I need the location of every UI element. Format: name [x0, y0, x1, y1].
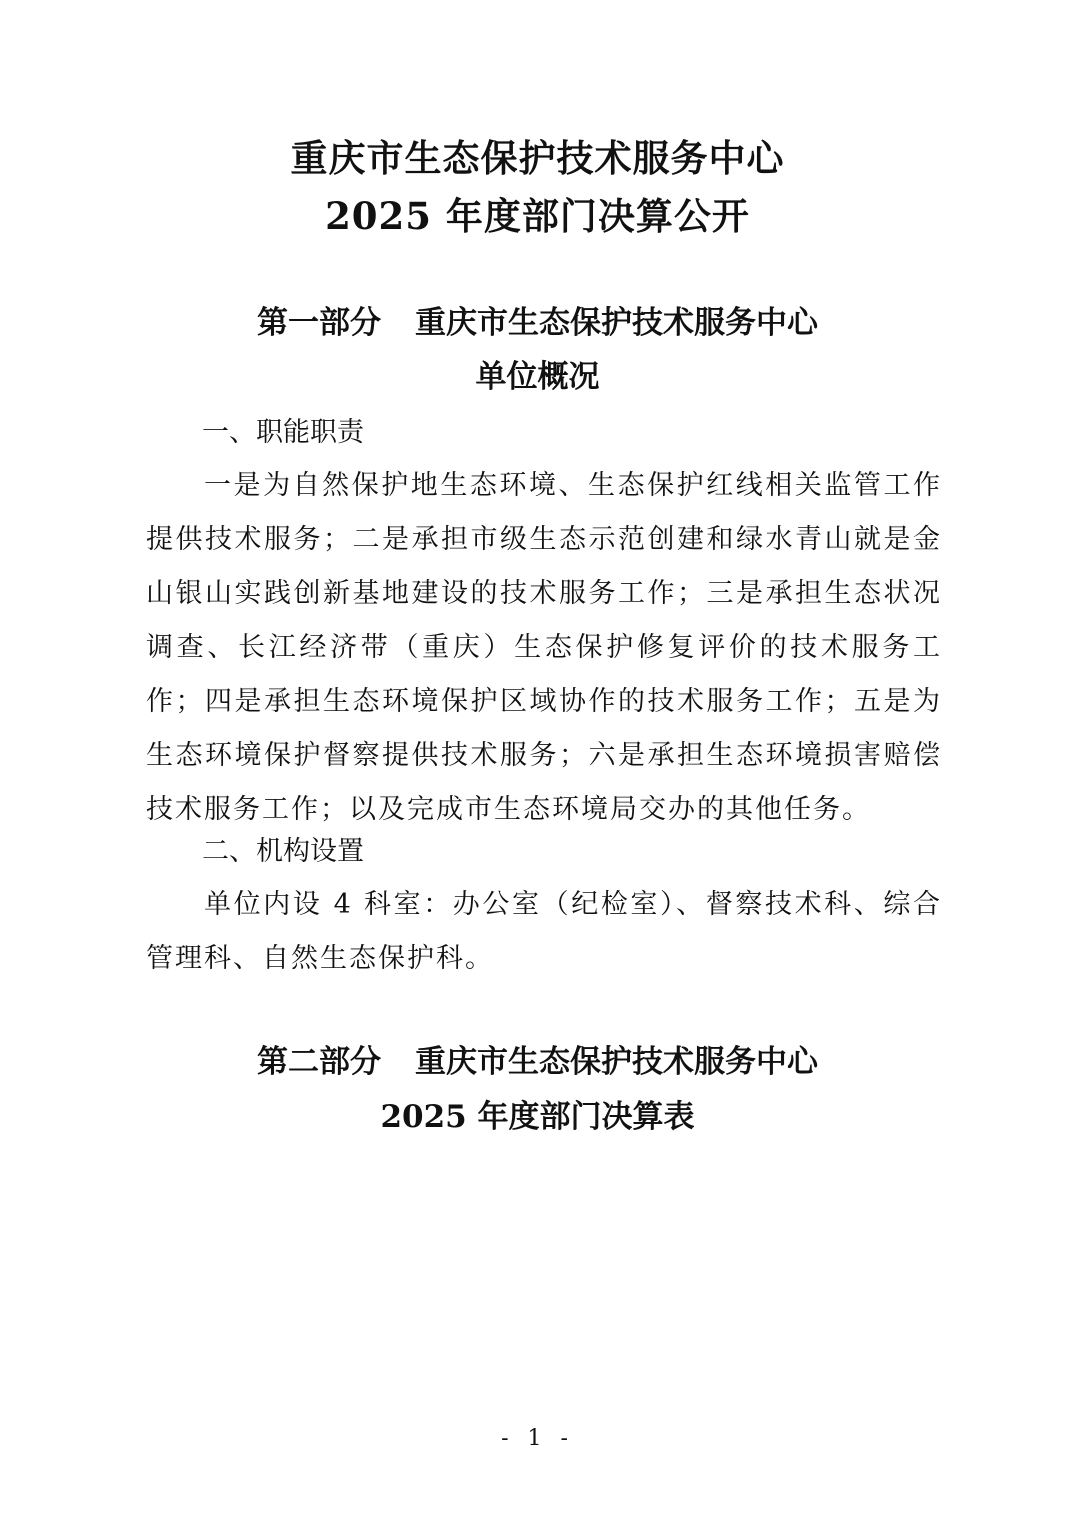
part-two-title [0, 1034, 1075, 1090]
document-title-line-1: 重庆市生态保护技术服务中心 [290, 136, 785, 180]
part-one-title [0, 295, 1075, 351]
part-one-subtitle: 单位概况 [475, 359, 600, 395]
part-one-label: 第一部分 [257, 305, 381, 341]
part-two-unit: 重庆市生态保护技术服务中心 [415, 1044, 818, 1080]
section-body-organization: 单位内设 4 科室：办公室（纪检室）、督察技术科、综合管理科、自然生态保护科。 [146, 889, 942, 974]
part-two-label: 第二部分 [257, 1044, 381, 1080]
part-two-subtitle: 2025 年度部门决算表 [380, 1099, 695, 1135]
section-heading-duties: 一、职能职责 [202, 417, 364, 448]
section-heading-organization: 二、机构设置 [202, 836, 364, 867]
part-one-unit: 重庆市生态保护技术服务中心 [415, 305, 818, 341]
page-number: - 1 - [501, 1426, 574, 1451]
section-body-duties: 一是为自然保护地生态环境、生态保护红线相关监管工作提供技术服务；二是承担市级生态示范创建和绿水青山就是金山银山实践创新基地建设的技术服务工作；三是承担生态状况调查、长江经济带（重庆）生态保护修复评价的技术服务工作；四是承担生态环境保护区域协作的技术服务工作；五是为生态环境保护督察提供技术服务；六是承担生态环境损害赔偿技术服务工作；以及完成市生态环境局交办的其他任务。 [146, 470, 942, 825]
document-title-line-2: 2025 年度部门决算公开 [325, 194, 750, 238]
